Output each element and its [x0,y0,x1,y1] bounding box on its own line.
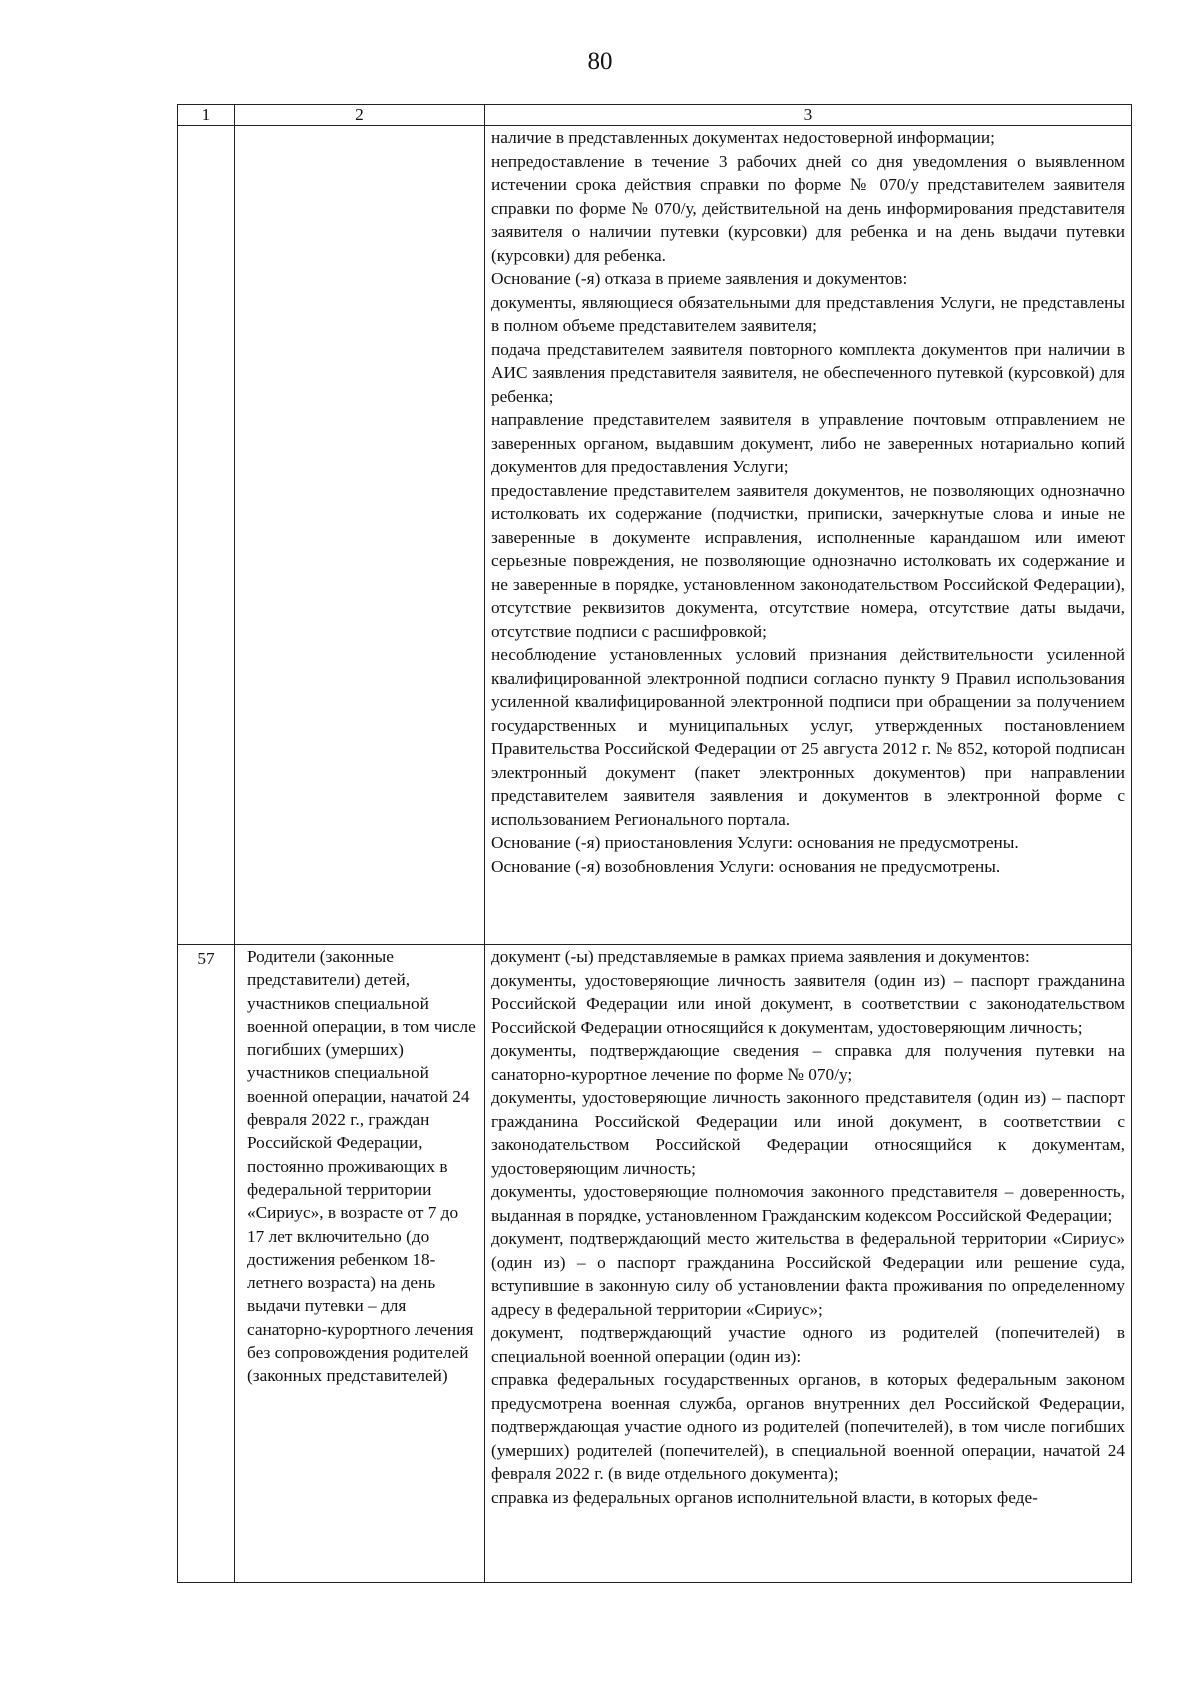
content-paragraph: справка из федеральных органов исполнительной власти, в которых феде- [491,1487,1038,1507]
content-paragraph: документ, подтверждающий место жительства в федеральной территории «Сириус» (один из) – о паспорт гражданина Российской Федерации или решение суда, вступившие в законную силу об установлении факта проживания по определенному адресу в федеральной территории «Сириус»; [491,1229,1125,1319]
column-number-3: 3 [485,105,1132,126]
content-paragraph: несоблюдение установленных условий признания действительности усиленной квалифицированной электронной подписи согласно пункту 9 Правил использования усиленной квалифицированной электронной подписи при обращении за получением государственных и муниципальных услуг, утвержденных постановлением Правительства Российской Федерации от 25 августа 2012 г. № 852, которой подписан электронный документ (пакет электронных документов) при направлении представителем заявителя заявления и документов в электронной форме с использованием Регионального портала. [491,645,1125,829]
content-cell [485,945,1132,1583]
page-number: 80 [587,48,613,75]
table-row [178,126,1132,945]
content-paragraph: Основание (-я) возобновления Услуги: основания не предусмотрены. [491,856,1001,876]
content-paragraph: наличие в представленных документах недостоверной информации; [491,128,995,147]
row-number-cell [178,126,235,945]
content-paragraph: документ (-ы) представляемые в рамках приема заявления и документов: [491,947,1030,966]
document-table [177,104,1132,1583]
category-text: Родители (законные представители) детей, участников специальной военной операции, в том числе погибших (умерших) участников специальной военной операции, начатой 24 февраля 2022 г., граждан Российской Федерации, постоянно проживающих в федеральной территории «Сириус», в возрасте от 7 до 17 лет включительно (до достижения ребенком 18-летнего возраста) на день выдачи путевки – для санаторно-курортного лечения без сопровождения родителей (законных представителей) [247,947,476,1386]
content-paragraph: документ, подтверждающий участие одного из родителей (попечителей) в специальной военной операции (один из): [491,1323,1125,1366]
content-paragraph: предоставление представителем заявителя документов, не позволяющих однозначно истолковать их содержание (подчистки, приписки, зачеркнутые слова и иные не заверенные в документе исправления, исполненные карандашом или имеют серьезные повреждения, не позволяющие однозначно истолковать их содержание и не заверенные в порядке, установленном законодательством Российской Федерации), отсутствие реквизитов документа, отсутствие номера, отсутствие даты выдачи, отсутствие подписи с расшифровкой; [491,480,1125,641]
table-row [178,945,1132,1583]
category-cell [235,945,485,1583]
table-header-row [178,105,1132,126]
content-paragraph: документы, подтверждающие сведения – справка для получения путевки на санаторно-курортное лечение по форме № 070/у; [491,1041,1125,1084]
content-paragraph: документы, являющиеся обязательными для представления Услуги, не представлены в полном объеме представителем заявителя; [491,292,1125,335]
content-paragraph: Основание (-я) приостановления Услуги: основания не предусмотрены. [491,833,1019,852]
content-paragraph: справка федеральных государственных органов, в которых федеральным законом предусмотрена военная служба, органов внутренних дел Российской Федерации, подтверждающая участие одного из родителей (попечителей), в том числе погибших (умерших) родителей (попечителей), в специальной военной операции, начатой 24 февраля 2022 г. (в виде отдельного документа); [491,1370,1125,1483]
content-paragraph: документы, удостоверяющие личность заявителя (один из) – паспорт гражданина Российской Федерации или иной документ, в соответствии с законодательством Российской Федерации относящийся к документам, удостоверяющим личность; [491,970,1125,1037]
column-number-1: 1 [178,105,235,126]
row-number-cell: 57 [178,945,235,1583]
content-paragraph: непредоставление в течение 3 рабочих дней со дня уведомления о выявленном истечении срока действия справки по форме № 070/у представителем заявителя справки по форме № 070/у, действительной на день информирования представителя заявителя о наличии путевки (курсовки) для ребенка и на день выдачи путевки (курсовки) для ребенка. [491,151,1125,265]
content-paragraph: подача представителем заявителя повторного комплекта документов при наличии в АИС заявления представителя заявителя, не обеспеченного путевкой (курсовкой) для ребенка; [491,339,1125,406]
content-cell [485,126,1132,945]
category-cell [235,126,485,945]
content-paragraph: документы, удостоверяющие полномочия законного представителя – доверенность, выданная в порядке, установленном Гражданским кодексом Российской Федерации; [491,1182,1125,1225]
content-paragraph: Основание (-я) отказа в приеме заявления и документов: [491,269,908,288]
content-paragraph: документы, удостоверяющие личность законного представителя (один из) – паспорт гражданина Российской Федерации или иной документ, в соответствии с законодательством Российской Федерации относящийся к документам, удостоверяющим личность; [491,1088,1125,1178]
content-paragraph: направление представителем заявителя в управление почтовым отправлением не заверенных органом, выдавшим документ, либо не заверенных нотариально копий документов для предоставления Услуги; [491,410,1125,476]
column-number-2: 2 [235,105,485,126]
